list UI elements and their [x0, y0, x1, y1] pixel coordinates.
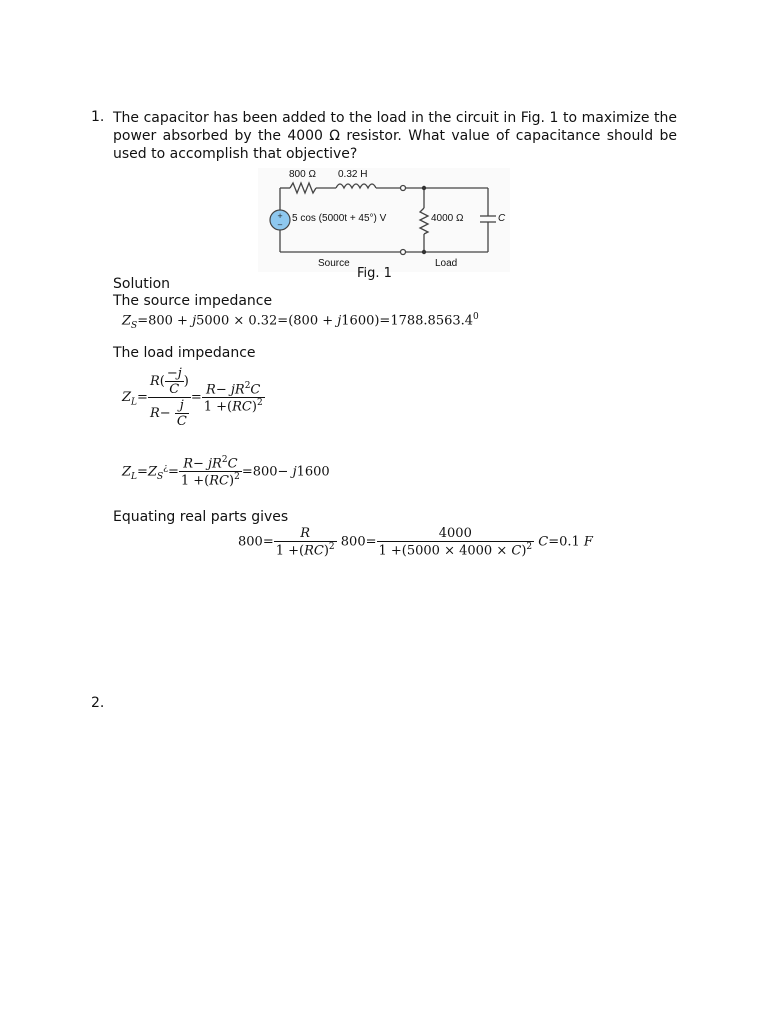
load-caption: Load — [435, 258, 458, 269]
figure-caption: Fig. 1 — [357, 266, 392, 281]
capacitor-label: C — [498, 213, 506, 224]
source-label: 5 cos (5000t + 45°) V — [292, 213, 387, 224]
problem-1-text: The capacitor has been added to the load in the circuit in Fig. 1 to maximize the power absorbed by the 4000 Ω resistor. What value of capacitance should be used to accomplish that objective? — [113, 110, 677, 162]
svg-text:−: − — [277, 221, 283, 229]
conjugate-match-equation: $Z_L=Z_S^¿=$ $\frac{R- jR^2C}{1 +(RC)^2}$ =800− j1600 — [122, 455, 330, 489]
source-impedance-equation: $Z_S=800 + j5000 \times 0.32=(800 + j1600)=1788.8563.4^0$ — [122, 312, 479, 331]
series-resistor-label: 800 Ω — [289, 169, 316, 180]
real-part-equation: 800= $\frac{R}{1 +(RC)^2}$ 800= $\frac{4000}{1 +(5000 \times 4000 \times C)^2}$ C=0.1 F — [238, 526, 593, 559]
problem-1-number: 1. — [91, 109, 105, 125]
solution-heading: Solution — [113, 276, 171, 292]
svg-text:+: + — [277, 212, 283, 220]
circuit-figure — [258, 168, 510, 272]
source-impedance-heading: The source impedance — [113, 293, 273, 309]
inductor-label: 0.32 H — [338, 169, 368, 180]
load-resistor-label: 4000 Ω — [431, 213, 464, 224]
load-impedance-heading: The load impedance — [113, 345, 256, 361]
equating-heading: Equating real parts gives — [113, 509, 289, 525]
source-caption: Source — [318, 258, 350, 269]
problem-2-number: 2. — [91, 695, 105, 711]
load-impedance-equation: $Z_L=$ R( $\frac{-j}{C}$ ) R− $\frac{j}{C}$ = $\frac{R- jR^2C}{1 +(RC)^2}$ — [122, 366, 263, 429]
